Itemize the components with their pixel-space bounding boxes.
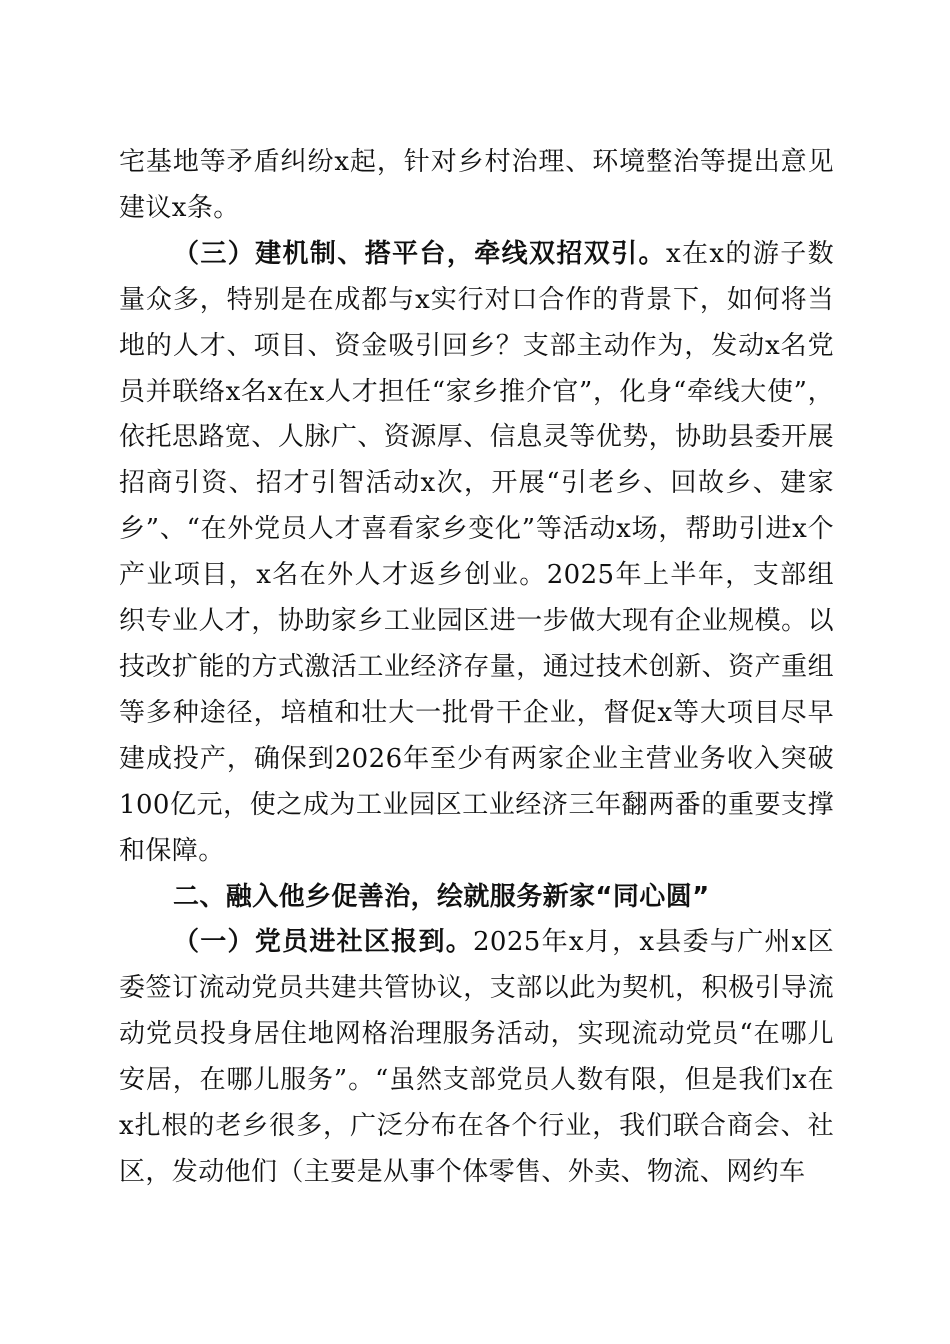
- paragraph-3-body: 2025年x月，x县委与广州x区委签订流动党员共建共管协议，支部以此为契机，积极引导流动党员投身居住地网格治理服务活动，实现流动党员“在哪儿安居，在哪儿服务”。“虽然支部党员人数有限，但是我们x在x扎根的老乡很多，广泛分布在各个行业，我们联合商会、社区，发动他们（主要是从事个体零售、外卖、物流、网约车: [119, 927, 834, 1187]
- paragraph-3: [119, 920, 834, 1195]
- paragraph-1: [119, 140, 834, 232]
- paragraph-2: [119, 232, 834, 875]
- section-3-lead-heading: （三）建机制、搭平台，牵线双招双引。: [173, 238, 666, 269]
- paragraph-1-text: 宅基地等矛盾纠纷x起，针对乡村治理、环境整治等提出意见建议x条。: [119, 147, 834, 223]
- subsection-1-lead-heading: （一）党员进社区报到。: [173, 927, 473, 958]
- section-heading-2: 二、融入他乡促善治，绘就服务新家“同心圆”: [173, 881, 710, 912]
- document-body: [119, 140, 834, 1196]
- paragraph-2-body: x在x的游子数量众多，特别是在成都与x实行对口合作的背景下，如何将当地的人才、项目、资金吸引回乡？支部主动作为，发动x名党员并联络x名x在x人才担任“家乡推介官”，化身“牵线大使”，依托思路宽、人脉广、资源厚、信息灵等优势，协助县委开展招商引资、招才引智活动x次，开展“引老乡、回故乡、建家乡”、“在外党员人才喜看家乡变化”等活动x场，帮助引进x个产业项目，x名在外人才返乡创业。2025年上半年，支部组织专业人才，协助家乡工业园区进一步做大现有企业规模。以技改扩能的方式激活工业经济存量，通过技术创新、资产重组等多种途径，培植和壮大一批骨干企业，督促x等大项目尽早建成投产，确保到2026年至少有两家企业主营业务收入突破100亿元，使之成为工业园区工业经济三年翻两番的重要支撑和保障。: [119, 238, 834, 866]
